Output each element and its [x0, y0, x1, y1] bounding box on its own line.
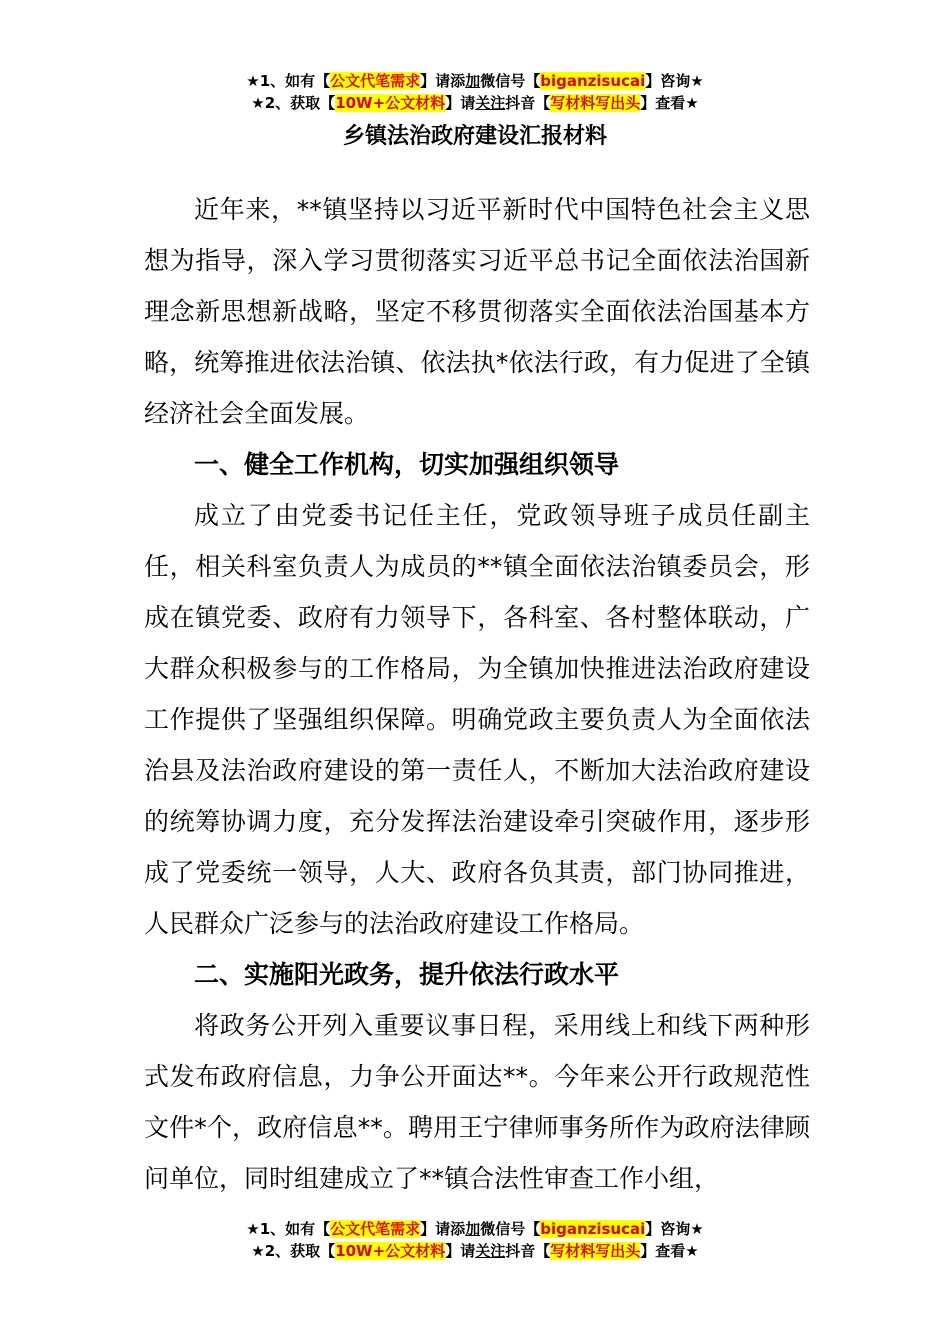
top-promo-banner — [0, 70, 950, 114]
promo-line-2 — [0, 92, 950, 114]
promo-line-2 — [0, 1240, 950, 1262]
promo-text: 】查看★ — [640, 94, 699, 112]
promo-text: 抖音【 — [505, 1242, 551, 1260]
promo-text: ★2、获取【 — [251, 1242, 336, 1260]
intro-paragraph: 近年来，**镇坚持以习近平新时代中国特色社会主义思想为指导，深入学习贯彻落实习近平总书记全面依法治国新理念新思想新战略，坚定不移贯彻落实全面依法治国基本方略，统筹推进依法治镇、依法执*依法行政，有力促进了全镇经济社会全面发展。 — [144, 195, 810, 428]
promo-text: 微信号【 — [480, 72, 541, 90]
promo-line-1 — [0, 70, 950, 92]
wechat-id-highlight: biganzisucai — [540, 1220, 646, 1238]
promo-text: 微信号【 — [480, 1220, 541, 1238]
douyin-account-highlight: 写材料写出头 — [550, 94, 641, 112]
promo-highlight: 公文代笔需求 — [330, 1220, 421, 1238]
promo-text: 】请 — [445, 1242, 476, 1260]
promo-underlined: 加 — [465, 1220, 481, 1238]
section-2-heading: 二、实施阳光政务，提升依法行政水平 — [194, 960, 620, 989]
promo-text: ★1、如有【 — [246, 1220, 331, 1238]
promo-highlight: 10W+公文材料 — [335, 1242, 446, 1260]
promo-text: 】请添 — [420, 72, 466, 90]
document-body — [144, 184, 810, 1204]
bottom-promo-banner — [0, 1218, 950, 1262]
promo-underlined: 关注 — [475, 1242, 506, 1260]
douyin-account-highlight: 写材料写出头 — [550, 1242, 641, 1260]
promo-text: ★1、如有【 — [246, 72, 331, 90]
section-1-heading: 一、健全工作机构，切实加强组织领导 — [194, 450, 620, 479]
promo-text: 】查看★ — [640, 1242, 699, 1260]
promo-text: 】请添 — [420, 1220, 466, 1238]
promo-text: 】咨询★ — [645, 72, 704, 90]
section-1-paragraph: 成立了由党委书记任主任，党政领导班子成员任副主任，相关科室负责人为成员的**镇全面依法治镇委员会，形成在镇党委、政府有力领导下，各科室、各村整体联动，广大群众积极参与的工作格局，为全镇加快推进法治政府建设工作提供了坚强组织保障。明确党政主要负责人为全面依法治县及法治政府建设的第一责任人，不断加大法治政府建设的统筹协调力度，充分发挥法治建设牵引突破作用，逐步形成了党委统一领导，人大、政府各负其责，部门协同推进，人民群众广泛参与的法治政府建设工作格局。 — [144, 501, 810, 938]
document-title: 乡镇法治政府建设汇报材料 — [342, 124, 607, 149]
promo-underlined: 加 — [465, 72, 481, 90]
promo-text: 】咨询★ — [645, 1220, 704, 1238]
promo-highlight: 10W+公文材料 — [335, 94, 446, 112]
promo-underlined: 关注 — [475, 94, 506, 112]
promo-text: ★2、获取【 — [251, 94, 336, 112]
wechat-id-highlight: biganzisucai — [540, 72, 646, 90]
promo-text: 抖音【 — [505, 94, 551, 112]
promo-line-1 — [0, 1218, 950, 1240]
promo-highlight: 公文代笔需求 — [330, 72, 421, 90]
promo-text: 】请 — [445, 94, 476, 112]
section-2-paragraph: 将政务公开列入重要议事日程，采用线上和线下两种形式发布政府信息，力争公开面达**。今年来公开行政规范性文件*个，政府信息**。聘用王宁律师事务所作为政府法律顾问单位，同时组建成立了**镇合法性审查工作小组， — [144, 1011, 810, 1193]
